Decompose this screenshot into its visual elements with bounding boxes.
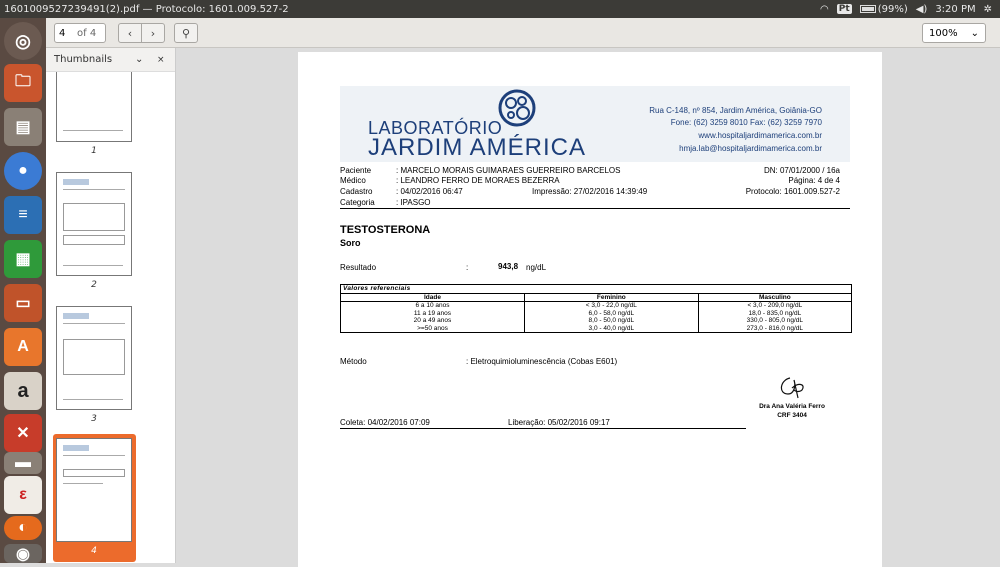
firefox-icon[interactable]: ◐	[4, 516, 42, 540]
volume-icon[interactable]: ◀)	[915, 3, 928, 15]
email-line: hmja.lab@hospitaljardimamerica.com.br	[679, 144, 822, 153]
battery-icon	[860, 5, 876, 13]
top-panel	[0, 0, 1000, 18]
ref-cell: 330,0 - 805,0 ng/dL	[698, 317, 851, 325]
resultado-value: 943,8	[498, 262, 519, 271]
exam-material: Soro	[340, 238, 361, 248]
launcher	[0, 18, 46, 563]
ref-cell: 3,0 - 40,0 ng/dL	[524, 325, 698, 333]
metodo-value: : Eletroquimioluminescência (Cobas E601)	[466, 357, 618, 366]
page-number-field[interactable]	[54, 23, 106, 43]
exam-title: TESTOSTERONA	[340, 224, 431, 236]
thumbnail-page-3[interactable]	[56, 306, 132, 410]
protocolo: Protocolo: 1601.009.527-2	[745, 187, 840, 196]
ref-cell: >=50 anos	[341, 325, 525, 333]
chevron-down-icon[interactable]: ⌄	[135, 54, 144, 65]
writer-icon[interactable]: ≡	[4, 196, 42, 234]
search-button[interactable]	[174, 23, 198, 43]
ref-cell: < 3,0 - 209,0 ng/dL	[698, 302, 851, 310]
calc-icon[interactable]: ▦	[4, 240, 42, 278]
system-settings-icon[interactable]: ✕	[4, 414, 42, 452]
amazon-icon[interactable]: a	[4, 372, 42, 410]
paciente-label: Paciente	[340, 166, 372, 175]
liberacao-date: Liberação: 05/02/2016 09:17	[508, 418, 610, 427]
categoria-value: : IPASGO	[396, 198, 431, 207]
doctor-name: Dra Ana Valéria Ferro	[759, 403, 825, 410]
ref-cell: 6,0 - 58,0 ng/dL	[524, 310, 698, 318]
toolbar	[46, 18, 1000, 48]
thumbnail-label: 3	[91, 414, 97, 424]
document-view[interactable]	[176, 48, 1000, 563]
ref-cell: 11 a 19 anos	[341, 310, 525, 318]
resultado-label: Resultado	[340, 263, 377, 272]
pdf-page	[298, 52, 882, 567]
zoom-value: 100%	[929, 27, 958, 39]
search-icon: ⚲	[181, 26, 191, 40]
header-divider	[340, 208, 850, 209]
thumbnail-page-4[interactable]	[56, 438, 132, 542]
medico-label: Médico	[340, 176, 366, 185]
table-row	[341, 302, 852, 310]
clock[interactable]: 3:20 PM	[935, 3, 976, 15]
phone-line: Fone: (62) 3259 8010 Fax: (62) 3259 7970	[670, 118, 822, 127]
page-indicator: Página: 4 de 4	[788, 176, 840, 185]
system-tray	[820, 4, 1000, 15]
settings-gear-icon[interactable]: ✲	[983, 3, 992, 15]
close-sidebar-icon[interactable]: ×	[157, 54, 165, 65]
table-row	[341, 317, 852, 325]
doctor-signature	[776, 372, 810, 400]
thumbnails-sidebar	[46, 48, 176, 563]
document-viewer-icon[interactable]: ε	[4, 476, 42, 514]
ref-cell: 18,0 - 835,0 ng/dL	[698, 310, 851, 318]
thumbnail-label: 2	[91, 280, 97, 290]
birth-date: DN: 07/01/2000 / 16a	[763, 166, 840, 175]
website-line: www.hospitaljardimamerica.com.br	[698, 131, 822, 140]
thumbnail-logo	[63, 313, 89, 319]
reference-table	[340, 284, 852, 333]
thumbnail-logo	[63, 445, 89, 451]
disk-icon[interactable]: ◉	[4, 544, 42, 563]
footer-divider	[340, 428, 746, 429]
address-line: Rua C-148, nº 854, Jardim América, Goiânia-GO	[649, 106, 822, 115]
ubuntu-dash-icon[interactable]: ◎	[4, 22, 42, 60]
keyboard-layout-indicator[interactable]: Pt	[838, 4, 850, 14]
window-title: 1601009527239491(2).pdf — Protocolo: 1601.009.527-2	[4, 3, 289, 15]
previous-page-button[interactable]	[118, 23, 142, 43]
table-row	[341, 310, 852, 318]
table-row	[341, 325, 852, 333]
coleta-date: Coleta: 04/02/2016 07:09	[340, 418, 430, 427]
thumbnail-label: 4	[91, 546, 97, 556]
ref-cell: < 3,0 - 22,0 ng/dL	[524, 302, 698, 310]
chevron-down-icon: ⌄	[970, 27, 979, 39]
next-page-button[interactable]	[141, 23, 165, 43]
page-count: of 4	[77, 27, 97, 39]
files-app-icon[interactable]: 🗀	[4, 64, 42, 102]
lab-logo-line1: LABORATÓRIO	[368, 118, 503, 138]
chrome-icon[interactable]: ●	[4, 152, 42, 190]
wifi-icon[interactable]: ◠	[820, 3, 829, 15]
thumbnail-page-2[interactable]	[56, 172, 132, 276]
ref-cell: 20 a 49 anos	[341, 317, 525, 325]
ref-header-idade: Idade	[341, 293, 525, 302]
resultado-unit: ng/dL	[526, 263, 547, 272]
paciente-value: : MARCELO MORAIS GUIMARAES GUERREIRO BARCELOS	[396, 166, 621, 175]
cadastro-value: : 04/02/2016 06:47	[396, 187, 463, 196]
battery-indicator[interactable]: (99%)	[860, 4, 908, 15]
chevron-right-icon: ›	[150, 26, 156, 40]
current-page-input[interactable]: 4	[59, 27, 66, 39]
resultado-colon: :	[466, 263, 469, 272]
ref-header-masculino: Masculino	[698, 293, 851, 302]
file-manager-icon[interactable]: ▤	[4, 108, 42, 146]
cadastro-label: Cadastro	[340, 187, 373, 196]
ref-cell: 6 a 10 anos	[341, 302, 525, 310]
ref-cell: 273,0 - 816,0 ng/dL	[698, 325, 851, 333]
lab-logo-line2: JARDIM AMÉRICA	[368, 134, 587, 161]
doctor-crf: CRF 3404	[777, 412, 807, 419]
impressao: Impressão: 27/02/2016 14:39:49	[532, 187, 648, 196]
metodo-label: Método	[340, 357, 367, 366]
reference-title: Valores referenciais	[341, 285, 852, 294]
thumbnail-logo	[63, 179, 89, 185]
ref-header-feminino: Feminino	[524, 293, 698, 302]
sidebar-mode-select[interactable]: Thumbnails	[54, 54, 113, 65]
impress-icon[interactable]: ▭	[4, 284, 42, 322]
chevron-left-icon: ‹	[127, 26, 133, 40]
archive-icon[interactable]: ▬	[4, 452, 42, 474]
thumbnail-label: 1	[91, 146, 97, 156]
categoria-label: Categoria	[340, 198, 375, 207]
medico-value: : LEANDRO FERRO DE MORAES BEZERRA	[396, 176, 560, 185]
ref-cell: 8,0 - 50,0 ng/dL	[524, 317, 698, 325]
sidebar-header	[46, 48, 175, 72]
software-center-icon[interactable]: A	[4, 328, 42, 366]
thumbnail-page-1[interactable]	[56, 72, 132, 142]
zoom-select[interactable]	[922, 23, 986, 43]
